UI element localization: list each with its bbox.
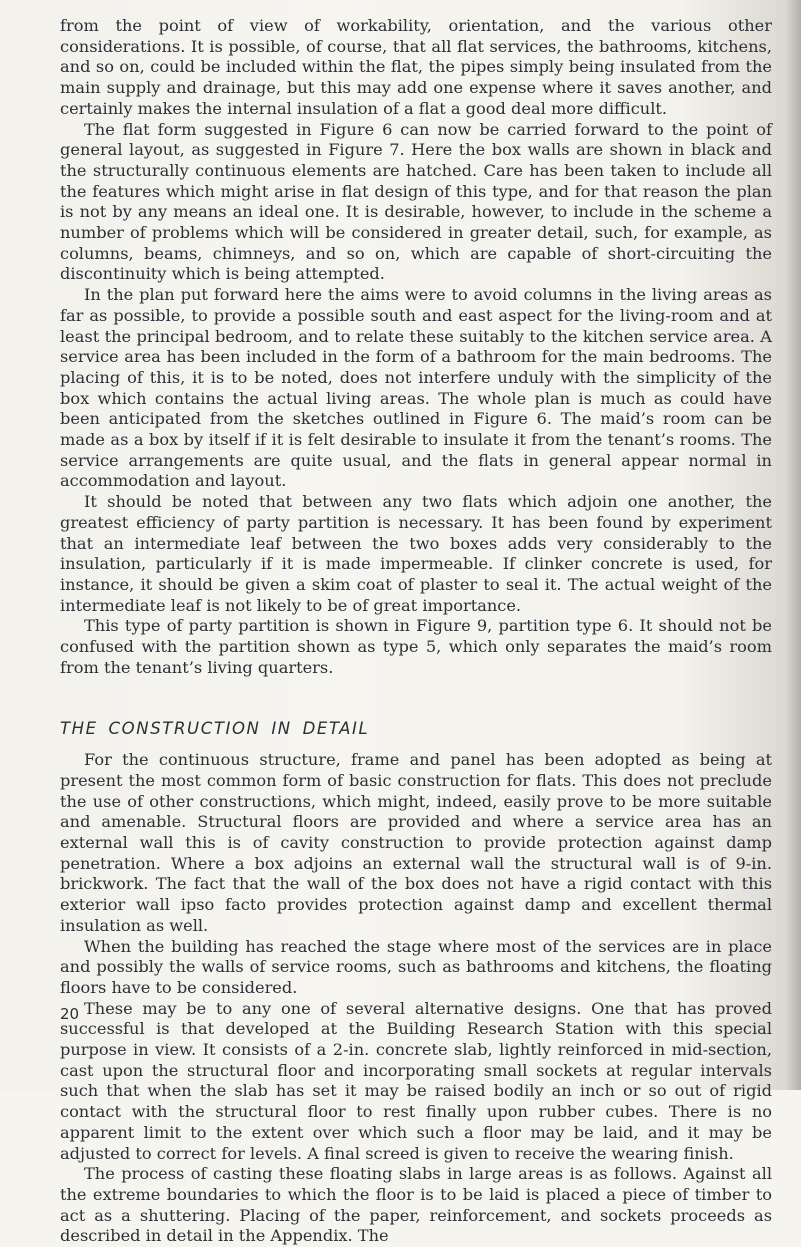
page-edge-shadow — [785, 0, 801, 1090]
paragraph-party-partition: It should be noted that between any two flats which adjoin one another, the greatest efficiency of party partition is necessary. It has been found by experiment that an intermediate leaf between the two boxes adds very considerably to the insulation, particularly if it is made impermeable. If clinker concrete is used, for instance, it should be given a skim coat of plaster to seal it. The actual weight of the intermediate leaf is not likely to be of great importance. — [60, 492, 772, 615]
paragraph-partition-type: This type of party partition is shown in Figure 9, partition type 6. It should not be confused with the partition shown as type 5, which only separates the maid’s room from the tenant’s living quarters. — [60, 616, 772, 677]
paragraph-floating-floors: These may be to any one of several alternative designs. One that has proved successful is that developed at the Building Research Station with this special purpose in view. It consists of a 2-in. concrete slab, lightly reinforced in mid-section, cast upon the structural floor and incorporating small sockets at regular intervals such that when the slab has set it may be raised bodily an inch or so out of rigid contact with the structural floor to rest finally upon rubber cubes. There is no apparent limit to the extent over which such a floor may be laid, and it may be adjusted to correct for levels. A final screed is given to receive the wearing finish. — [60, 998, 772, 1163]
continuation-paragraph: from the point of view of workability, orientation, and the various other considerations. It is possible, of course, that all flat services, the bathrooms, kitchens, and so on, could be included within the flat, the pipes simply being insulated from the main supply and drainage, but this may add one expense where it saves another, and certainly makes the internal insulation of a flat a good deal more difficult. — [60, 16, 772, 118]
paragraph-figure-7: The flat form suggested in Figure 6 can now be carried forward to the point of general layout, as suggested in Figure 7. Here the box walls are shown in black and the structurally continuous elements are hatched. Care has been taken to include all the features which might arise in flat design of this type, and for that reason the plan is not by any means an ideal one. It is desirable, however, to include in the scheme a number of problems which will be considered in greater detail, such, for example, as columns, beams, chimneys, and so on, which are capable of short-circuiting the discontinuity which is being attempted. — [60, 119, 772, 284]
text-column — [60, 16, 772, 1247]
section-heading: THE CONSTRUCTION IN DETAIL — [60, 718, 370, 738]
page-number: 20 — [60, 1005, 80, 1023]
paragraph-services-stage: When the building has reached the stage where most of the services are in place and possibly the walls of service rooms, such as bathrooms and kitchens, the floating floors have to be considered. — [60, 936, 772, 997]
paragraph-plan: In the plan put forward here the aims were to avoid columns in the living areas as far as possible, to provide a possible south and east aspect for the living-room and at least the principal bedroom, and to relate these suitably to the kitchen service area. A service area has been included in the form of a bathroom for the main bedrooms. The placing of this, it is to be noted, does not interfere unduly with the simplicity of the box which contains the actual living areas. The whole plan is much as could have been anticipated from the sketches outlined in Figure 6. The maid’s room can be made as a box by itself if it is felt desirable to insulate it from the tenant’s rooms. The service arrangements are quite usual, and the flats in general appear normal in accommodation and layout. — [60, 285, 772, 491]
paragraph-continuous-structure: For the continuous structure, frame and panel has been adopted as being at present the most common form of basic construction for flats. This does not preclude the use of other constructions, which might, indeed, easily prove to be more suitable and amenable. Structural floors are provided and where a service area has an external wall this is of cavity construction to provide protection against damp penetration. Where a box adjoins an external wall the structural wall is of 9-in. brickwork. The fact that the wall of the box does not have a rigid contact with this exterior wall ipso facto provides protection against damp and excellent thermal insulation as well. — [60, 750, 772, 935]
paragraph-casting-process: The process of casting these floating slabs in large areas is as follows. Against all the extreme boundaries to which the floor is to be laid is placed a piece of timber to act as a shuttering. Placing of the paper, reinforcement, and sockets proceeds as described in detail in the Appendix. The — [60, 1164, 772, 1246]
